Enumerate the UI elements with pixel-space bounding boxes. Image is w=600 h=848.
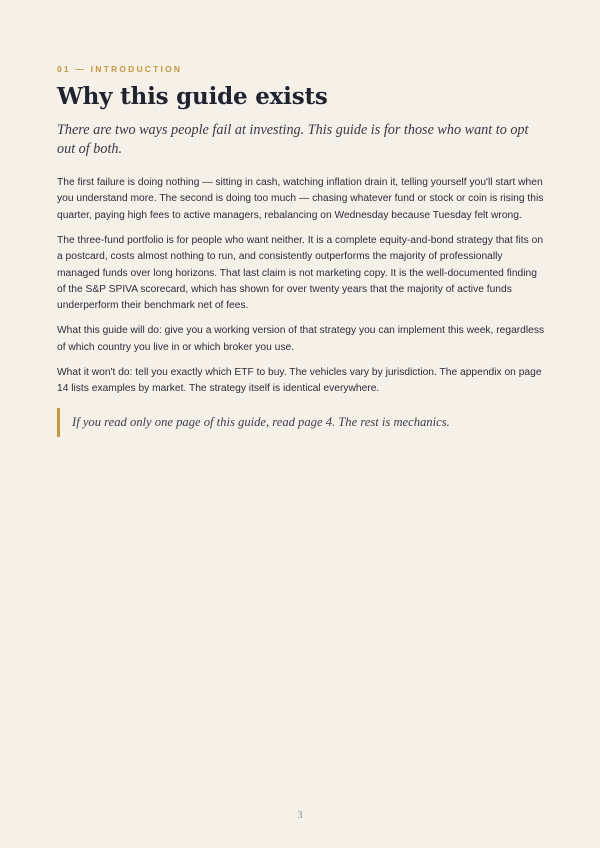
paragraph-1: The first failure is doing nothing — sitting in cash, watching inflation drain it, telling yourself you'll start when you understand more. The second is doing too much — chasing whatever fund or stock or coin is rising this quarter, paying high fees to active managers, rebalancing on Wednesday because Tuesday felt wrong.: [57, 177, 544, 221]
section-label: 01 — INTRODUCTION: [57, 64, 183, 74]
paragraph-4: What it won't do: tell you exactly which ETF to buy. The vehicles vary by jurisdiction. The appendix on page 14 lists examples by market. The strategy itself is identical everywhere.: [57, 366, 542, 394]
paragraph-3: What this guide will do: give you a working version of that strategy you can implement this week, regardless of which country you live in or which broker you use.: [57, 325, 545, 353]
body-text: [57, 175, 547, 406]
callout-quote: [57, 408, 542, 437]
page-number: 3: [297, 810, 303, 821]
paragraph-2: The three-fund portfolio is for people who want neither. It is a complete equity-and-bond strategy that fits on a postcard, costs almost nothing to run, and consistently outperforms the majority of professionally managed funds over long horizons. That last claim is not marketing copy. It is the well-documented finding of the S&P SPIVA scorecard, which has shown for over twenty years that the majority of active funds underperform their benchmark net of fees.: [57, 234, 544, 312]
subtitle: There are two ways people fail at investing. This guide is for those who want to opt out of both.: [57, 122, 529, 157]
page-title: Why this guide exists: [57, 83, 328, 110]
callout-text: If you read only one page of this guide, read page 4. The rest is mechanics.: [72, 415, 450, 429]
